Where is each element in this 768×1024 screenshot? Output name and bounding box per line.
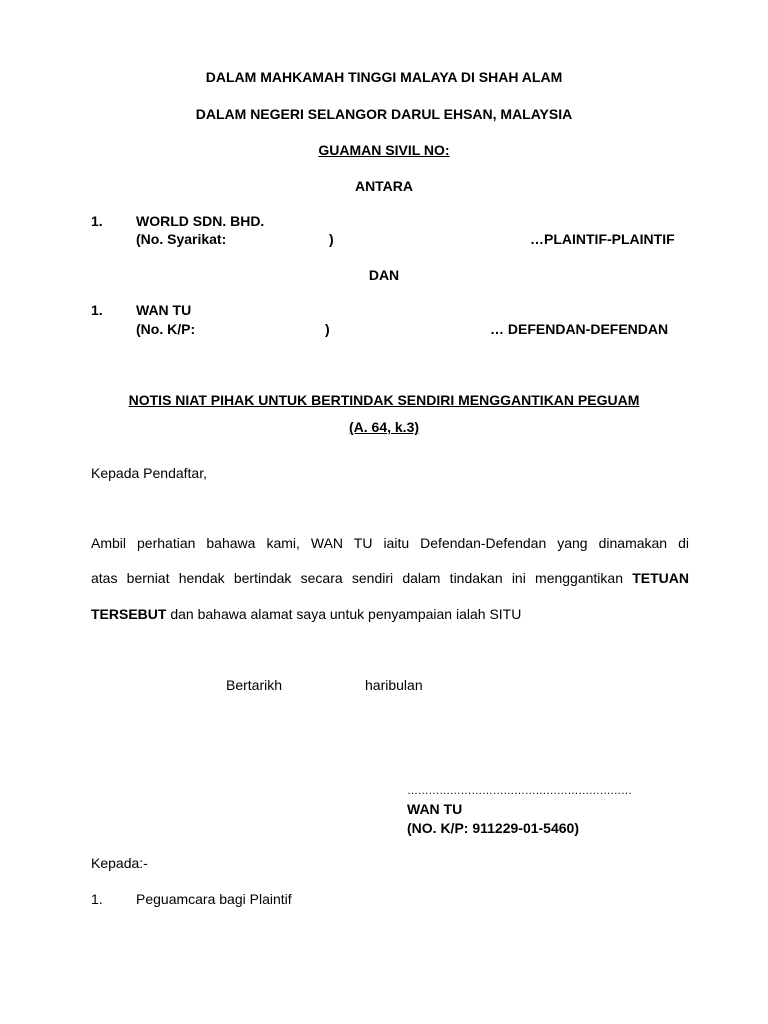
plaintiff-id-label: (No. Syarikat:	[136, 231, 227, 247]
court-title: DALAM MAHKAMAH TINGGI MALAYA DI SHAH ALAM	[205, 69, 563, 85]
defendant-role: … DEFENDAN-DEFENDAN	[490, 321, 669, 337]
firm-name-part-1: TETUAN	[632, 570, 689, 586]
plaintiff-name: WORLD SDN. BHD.	[136, 213, 265, 229]
salutation: Kepada Pendaftar,	[91, 465, 207, 481]
defendant-id-label: (No. K/P:	[136, 321, 196, 337]
antara-label: ANTARA	[354, 178, 414, 194]
body-line-1: Ambil perhatian bahawa kami, WAN TU iaitu Defendan-Defendan yang dinamakan di	[91, 535, 689, 551]
plaintiff-number: 1.	[91, 213, 103, 229]
signatory-id: (NO. K/P: 911229-01-5460)	[407, 820, 579, 836]
firm-name-part-2: TERSEBUT	[91, 606, 167, 622]
recipient-number: 1.	[91, 891, 103, 907]
court-state: DALAM NEGERI SELANGOR DARUL EHSAN, MALAYSIA	[195, 106, 573, 122]
case-number: GUAMAN SIVIL NO:	[318, 142, 450, 158]
body-line-3	[91, 606, 521, 622]
notice-rule: (A. 64, k.3)	[348, 419, 420, 435]
dan-label: DAN	[368, 267, 400, 283]
recipient-item: Peguamcara bagi Plaintif	[136, 891, 292, 907]
signature-line: ………………………………………………………	[407, 785, 632, 797]
notice-title: NOTIS NIAT PIHAK UNTUK BERTINDAK SENDIRI MENGGANTIKAN PEGUAM	[128, 392, 640, 408]
recipients-label: Kepada:-	[91, 855, 148, 871]
body-line-2-text: atas berniat hendak bertindak secara sendiri dalam tindakan ini menggantikan	[91, 570, 623, 586]
defendant-name: WAN TU	[136, 302, 192, 318]
haribulan-label: haribulan	[365, 677, 423, 693]
date-label: Bertarikh	[226, 677, 283, 693]
defendant-number: 1.	[91, 302, 103, 318]
plaintiff-id-close: )	[329, 231, 334, 247]
body-line-2	[91, 570, 689, 586]
body-line-3-text: dan bahawa alamat saya untuk penyampaian ialah SITU	[170, 606, 522, 622]
defendant-id-close: )	[325, 321, 330, 337]
plaintiff-role: …PLAINTIF-PLAINTIF	[530, 231, 675, 247]
signatory-name: WAN TU	[407, 801, 463, 817]
